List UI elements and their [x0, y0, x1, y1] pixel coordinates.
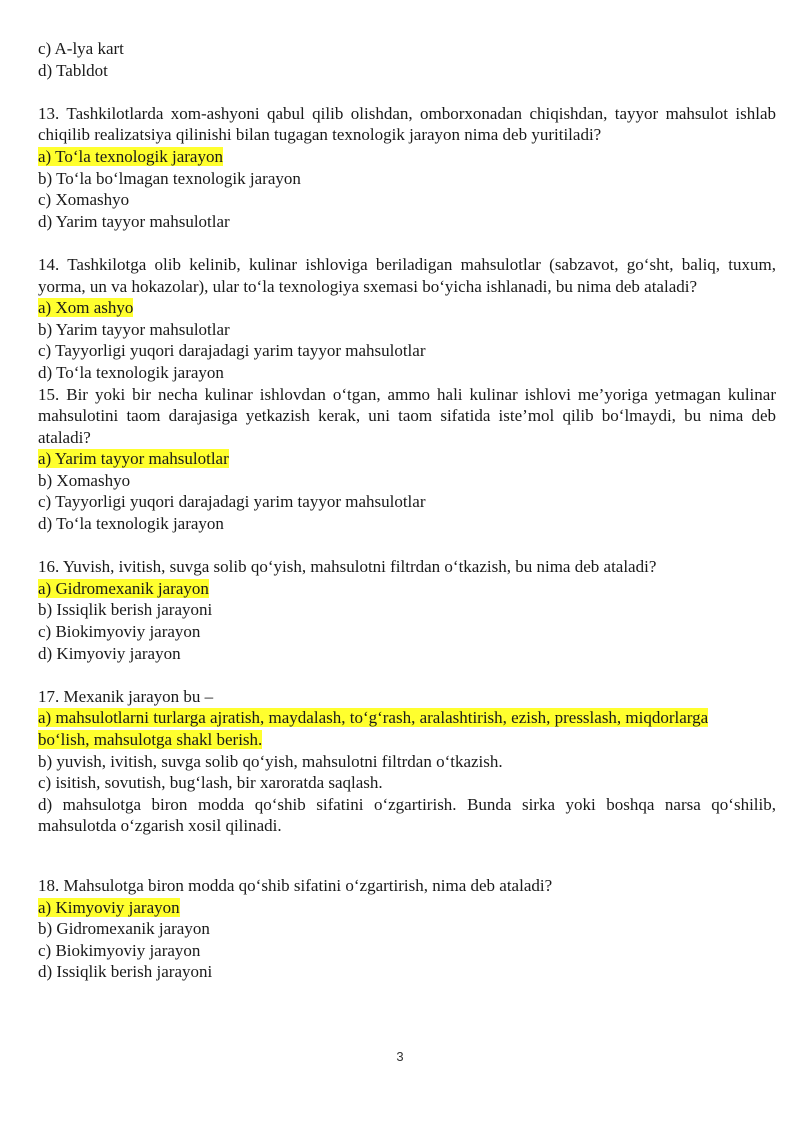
option-c: c) Xomashyo — [38, 190, 130, 210]
answer-correct — [38, 448, 776, 470]
highlighted-answer: a) Gidromexanik jarayon — [38, 578, 209, 598]
answer-correct — [38, 146, 776, 168]
option-b: b) Issiqlik berish jarayoni — [38, 600, 213, 620]
option-c: c) A-lya kart — [38, 39, 124, 58]
option-b: b) Xomashyo — [38, 470, 131, 490]
question-17 — [38, 686, 776, 837]
spacer — [38, 81, 776, 103]
highlighted-answer: a) To‘la texnologik jarayon — [38, 146, 223, 166]
option-d: d) Tabldot — [38, 60, 108, 80]
option-b: b) yuvish, ivitish, suvga solib qo‘yish, mahsulotni filtrdan o‘tkazish. — [38, 751, 503, 771]
spacer — [38, 535, 776, 557]
option-c: c) isitish, sovutish, bug‘lash, bir xaroratda saqlash. — [38, 773, 383, 793]
option-d: d) Yarim tayyor mahsulotlar — [38, 211, 230, 231]
highlighted-answer: a) Xom ashyo — [38, 298, 134, 318]
question-text: 15. Bir yoki bir necha kulinar ishlovdan o‘tgan, ammo hali kulinar ishlovi me’yoriga yetmagan kulinar mahsulotini taom darajasiga yetkazish kerak, uni taom sifatida iste’mol qilib bo‘lmaydi, bu nima deb ataladi? — [38, 384, 776, 447]
option-d: d) To‘la texnologik jarayon — [38, 514, 224, 534]
question-text: 14. Tashkilotga olib kelinib, kulinar ishloviga beriladigan mahsulotlar (sabzavot, go‘sht, baliq, tuxum, yorma, un va hokazolar), ular to‘la texnologiya sxemasi bo‘yicha ishlanadi, bu nima deb ataladi? — [38, 254, 776, 296]
question-16 — [38, 556, 776, 664]
page-number: 3 — [396, 1049, 404, 1064]
option-d: d) Issiqlik berish jarayoni — [38, 962, 213, 982]
option-c: c) Tayyorligi yuqori darajadagi yarim tayyor mahsulotlar — [38, 341, 426, 361]
question-15 — [38, 384, 776, 535]
option-b: b) To‘la bo‘lmagan texnologik jarayon — [38, 168, 301, 188]
question-14 — [38, 254, 776, 384]
question-text: 17. Mexanik jarayon bu – — [38, 686, 214, 706]
option-b: b) Gidromexanik jarayon — [38, 919, 210, 939]
question-13 — [38, 103, 776, 233]
answer-correct — [38, 707, 776, 729]
highlighted-answer: bo‘lish, mahsulotga shakl berish. — [38, 730, 263, 749]
spacer — [38, 232, 776, 254]
option-c: c) Tayyorligi yuqori darajadagi yarim tayyor mahsulotlar — [38, 492, 426, 512]
option-c: c) Biokimyoviy jarayon — [38, 940, 201, 960]
answer-correct — [38, 297, 776, 319]
question-text: 16. Yuvish, ivitish, suvga solib qo‘yish, mahsulotni filtrdan o‘tkazish, bu nima deb ataladi? — [38, 557, 657, 577]
answer-correct — [38, 897, 776, 919]
highlighted-answer: a) Kimyoviy jarayon — [38, 897, 180, 917]
question-text: 13. Tashkilotlarda xom-ashyoni qabul qilib olishdan, omborxonadan chiqishdan, tayyor mahsulot ishlab chiqilib realizatsiya qilinishi bilan tugagan texnologik jarayon nima deb yuritiladi? — [38, 103, 776, 145]
option-d: d) To‘la texnologik jarayon — [38, 362, 224, 382]
answer-correct — [38, 578, 776, 600]
highlighted-answer: a) mahsulotlarni turlarga ajratish, maydalash, to‘g‘rash, aralashtirish, ezish, presslash, miqdorlarga — [38, 708, 709, 728]
option-d: d) mahsulotga biron modda qo‘shib sifatini o‘zgartirish. Bunda sirka yoki boshqa narsa qo‘shilib, mahsulotda o‘zgarish xosil qilinadi. — [38, 794, 776, 836]
document-page — [38, 38, 776, 983]
spacer — [38, 664, 776, 686]
question-18 — [38, 875, 776, 983]
question-text: 18. Mahsulotga biron modda qo‘shib sifatini o‘zgartirish, nima deb ataladi? — [38, 875, 553, 895]
highlighted-answer: a) Yarim tayyor mahsulotlar — [38, 449, 229, 469]
answer-correct-continued — [38, 729, 776, 751]
option-d: d) Kimyoviy jarayon — [38, 643, 181, 663]
option-b: b) Yarim tayyor mahsulotlar — [38, 319, 230, 339]
option-c: c) Biokimyoviy jarayon — [38, 622, 201, 642]
spacer — [38, 837, 776, 875]
